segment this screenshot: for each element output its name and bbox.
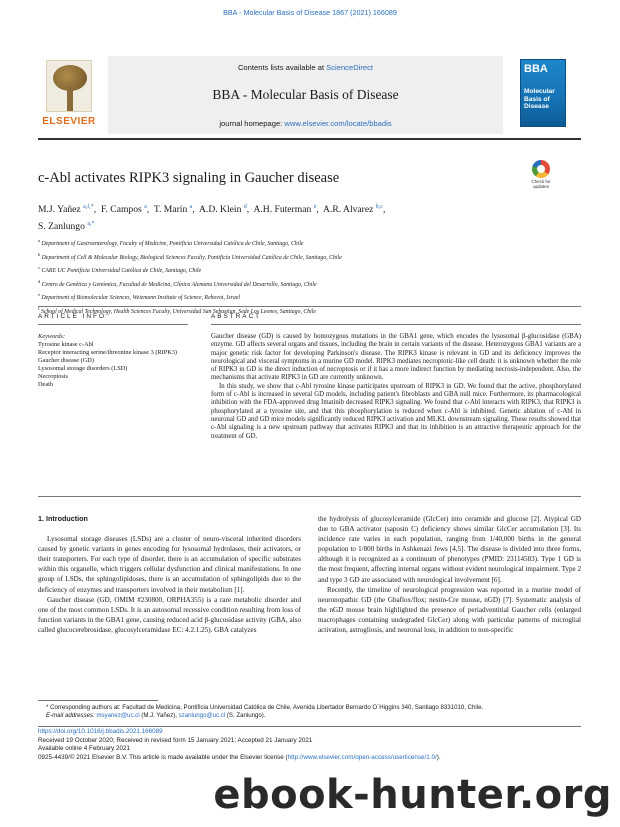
body-paragraph: Lysosomal storage diseases (LSDs) are a cluster of neuro-visceral inherited disorders caused by genetic variants in genes encoding for lysosomal hydrolases, their activators, or their transporters. For each type of disorder, there is an accumulation of specific substrates within this organelle, which triggers cellular dysfunction and clinical manifestations. In one group of LSDs, the sphingolipidoses, there is an accumulation of sphingolipids due to the deficiency of enzymes and transporters involved in their metabolism [1].	[38, 535, 301, 594]
abstract-heading: ABSTRACT	[211, 313, 262, 320]
contents-line	[108, 63, 503, 72]
email-label: E-mail addresses:	[46, 712, 95, 720]
abstract-paragraph: In this study, we show that c-Abl tyrosine kinase participates upstream of RIPK3 in GD. We found that the active, phosphorylated form of c-Abl is increased in several GD models, including patient's fibroblasts and GBA null mice. Furthermore, its pharmacological inhibition with the FDA-approved drug Imatinib decreased RIPK3 signaling. We found that c-Abl interacts with RIPK3, that RIPK3 is phosphorylated at a tyrosine site, and that this phosphorylation is reduced when c-Abl is inhibited. Genetic ablation of c-Abl in neuronal GD and GD mice models significantly reduced RIPK3 activation and MLKL downstream signaling. These results showed that c-Abl signaling is a new upstream pathway that activates RIPK3 and that its inhibition is an attractive therapeutic approach for the treatment of GD.	[211, 382, 581, 440]
email-link[interactable]: msyanez@uc.cl	[96, 712, 140, 720]
author-affiliation-marker[interactable]: a	[189, 204, 193, 210]
publication-info	[38, 728, 581, 762]
header-divider	[38, 138, 581, 140]
journal-homepage-line	[108, 119, 503, 128]
pubinfo-divider	[38, 726, 581, 727]
journal-name: BBA - Molecular Basis of Disease	[212, 87, 399, 102]
author-name[interactable]: F. Campos	[100, 204, 142, 216]
author-affiliation-marker[interactable]: e	[313, 204, 317, 210]
affiliation-item: $^e$ Department of Biomolecular Sciences, Weizmann Institute of Science, Rehovot, Israel	[38, 292, 240, 301]
cover-title: BBA	[524, 63, 548, 75]
keyword-item: Lysosomal storage disorders (LSD)	[38, 365, 128, 372]
doi-link[interactable]: https://doi.org/10.1016/j.bbadis.2021.166089	[38, 728, 163, 735]
keyword-item: Tyrosine kinase c-Abl	[38, 341, 94, 348]
abstract-text	[211, 333, 581, 441]
cover-subtitle-line: Basis of	[524, 95, 550, 103]
body-paragraph: the hydrolysis of glucosylceramide (GlcCer) into ceramide and glucose [2]. Atypical GD due to GBA activator (saposin C) deficiency shows similar GlcCer accumulation [3]. Its incidence rate varies in each population, ranging from 1/40,000 births in the general population to 1/800 births in Ashkenazi Jews [4,5]. The disease is divided into three forms, although it is recognized as a continuum of phenotypes (PMID: 23114583). Type 1 GD is the most frequent, affecting internal organs without evident neurological impairment. Type 2 and type 3 GD are associated with neurological involvement [6].	[318, 515, 581, 584]
author-affiliation-marker[interactable]: d	[243, 204, 247, 210]
license-link[interactable]: http://www.elsevier.com/open-access/userlicense/1.0/	[287, 753, 437, 761]
keywords-label: Keywords:	[38, 333, 66, 340]
affiliation-item: $^b$ Department of Cell & Molecular Biology, Biological Sciences Faculty, Pontificia Universidad Católica de Chile, Santiago, Chile	[38, 251, 342, 261]
author-name[interactable]: T. Marín	[153, 204, 188, 216]
sciencedirect-link[interactable]: ScienceDirect	[326, 63, 374, 72]
keywords-block	[38, 333, 188, 389]
author-name[interactable]: A.D. Klein	[199, 204, 242, 216]
check-updates-icon	[532, 160, 550, 178]
tree-logo-icon	[46, 60, 92, 112]
section-heading: 1. Introduction	[38, 514, 88, 523]
author-name[interactable]: A.R. Alvarez	[323, 204, 374, 216]
corresponding-author-footnote	[38, 704, 581, 721]
affiliations-divider	[38, 306, 581, 307]
affiliation-item: $^d$ Centro de Genética y Genómica, Facultad de Medicina, Clínica Alemana Universidad del Desarrollo, Santiago, Chile	[38, 278, 317, 288]
author-affiliation-marker[interactable]: a,*	[87, 221, 95, 228]
author-list: M.J. Yañez $^{a,f,*}$, F. Campos $^a$, T. Marín $^a$, A.D. Klein $^d$, A.H. Futerman $^e$, A.R. Alvarez $^{b,c}$, S. Zanlungo $^{a,*}$	[38, 204, 386, 233]
article-title: c-Abl activates RIPK3 signaling in Gaucher disease	[38, 170, 340, 186]
email-owner: (S. Zanlungo).	[226, 712, 266, 720]
affiliation-list	[38, 236, 578, 317]
footnote-emails	[38, 712, 581, 720]
check-for-updates-badge[interactable]	[524, 160, 558, 190]
received-dates: Received 19 October 2020; Received in revised form 15 January 2021; Accepted 21 January 2021	[38, 736, 313, 744]
body-column-right	[318, 514, 581, 635]
abstract-paragraph: Gaucher disease (GD) is caused by homozygous mutations in the GBA1 gene, which encodes the lysosomal β-glucosidase (GBA) enzyme. GD affects several organs and tissues, including the brain in certain variants of the disease. Heterozygous GBA1 variants are a major genetic risk factor for developing Parkinson's disease. The RIPK3 kinase is relevant in GD and its deficiency improves the neurological and visceral symptoms in a murine GD model. RIPK3 mediates necroptotic-like cell death: it is unknown whether the role of RIPK3 in GD is the direct induction of necroptosis or if it has a more indirect function by mediating necrosis-independent. Also, the mechanisms that activate RIPK3 in GD are currently unknown.	[211, 333, 581, 382]
author-name[interactable]: S. Zanlungo	[38, 221, 85, 233]
author-affiliation-marker[interactable]: b,c	[375, 204, 383, 210]
homepage-link[interactable]: www.elsevier.com/locate/bbadis	[284, 119, 392, 128]
license-line: 0925-4439/© 2021 Elsevier B.V. This article is made available under the Elsevier license (http://www.elsevier.com/open-access/userlicense/1.0/).	[38, 753, 441, 761]
abstract-bottom-divider	[38, 496, 581, 497]
keyword-item: Receptor interacting serine/threonine kinase 3 (RIPK3)	[38, 349, 178, 356]
journal-cover-image	[520, 59, 566, 127]
abstract-rule	[211, 324, 581, 325]
cover-subtitle-line: Disease	[524, 103, 549, 110]
footnote-divider	[38, 700, 158, 701]
contents-prefix: Contents lists available at	[237, 63, 327, 72]
watermark: ebook-hunter.org	[213, 772, 612, 818]
affiliation-item: $^c$ CARE UC Pontificia Universidad Católica de Chile, Santiago, Chile	[38, 265, 202, 274]
homepage-prefix: journal homepage:	[219, 119, 285, 128]
author-affiliation-marker[interactable]: a	[144, 204, 147, 210]
keyword-item: Necroptosis	[38, 373, 69, 380]
cover-subtitle-line: Molecular	[524, 88, 555, 95]
journal-citation-banner[interactable]: BBA - Molecular Basis of Disease 1867 (2021) 166089	[223, 8, 397, 17]
footnote-text: * Corresponding authors at: Facultad de Medicina, Pontificia Universidad Católica de Chile, Avenida Libertador Bernardo O´Higgins 340, Santiago 8331010, Chile.	[46, 704, 484, 711]
keyword-item: Death	[38, 381, 54, 388]
author-name[interactable]: M.J. Yañez	[38, 204, 81, 216]
body-paragraph: Gaucher disease (GD, OMIM #230800, ORPHA355) is a rare metabolic disorder and one of the most common LSDs. It is an autosomal recessive condition resulting from loss of function variants in the GBA1 gene, causing reduced acid β-glucosidase activity (GBA, also called glucocerebrosidase, glucosylceramidase EC: 4.2.1.25). GBA catalyzes	[38, 595, 301, 634]
cover-subtitle	[524, 88, 555, 111]
email-owner: (M.J. Yañez),	[141, 712, 177, 720]
body-paragraph: Recently, the timeline of neurological progression was reported in a murine model of neuronopathic GD (the Gbaflox/flox; nestin-Cre mouse, nGD) [7]. Systematic analysis of the nGD mouse brain highlighted the presence of periadventitial Gaucher cells (enlarged macrophages containing undegraded GlcCer) along with particular patterns of microglial activation, astrogliosis, and neuronal loss, in addition to non-specific	[318, 585, 581, 635]
author-affiliation-marker[interactable]: a,f,*	[83, 204, 94, 210]
author-name[interactable]: A.H. Futerman	[253, 204, 312, 216]
article-info-heading: ARTICLE INFO	[38, 313, 106, 320]
email-link[interactable]: szanlungo@uc.cl	[178, 712, 226, 720]
available-online: Available online 4 February 2021	[38, 745, 130, 753]
affiliation-item: $^f$ School of Medical Technology, Health Sciences Faculty, Universidad San Sebastian, Sede Los Leones, Santiago, Chile	[38, 305, 316, 315]
elsevier-wordmark: ELSEVIER	[42, 116, 96, 127]
keyword-item: Gaucher disease (GD)	[38, 357, 94, 364]
affiliation-item: $^a$ Department of Gastroenterology, Faculty of Medicine, Pontificia Universidad Católica de Chile, Santiago, Chile	[38, 238, 304, 247]
check-updates-label: Check for updates	[531, 179, 551, 189]
body-column-left	[38, 514, 301, 635]
article-info-rule	[38, 324, 188, 325]
elsevier-logo	[38, 60, 100, 130]
